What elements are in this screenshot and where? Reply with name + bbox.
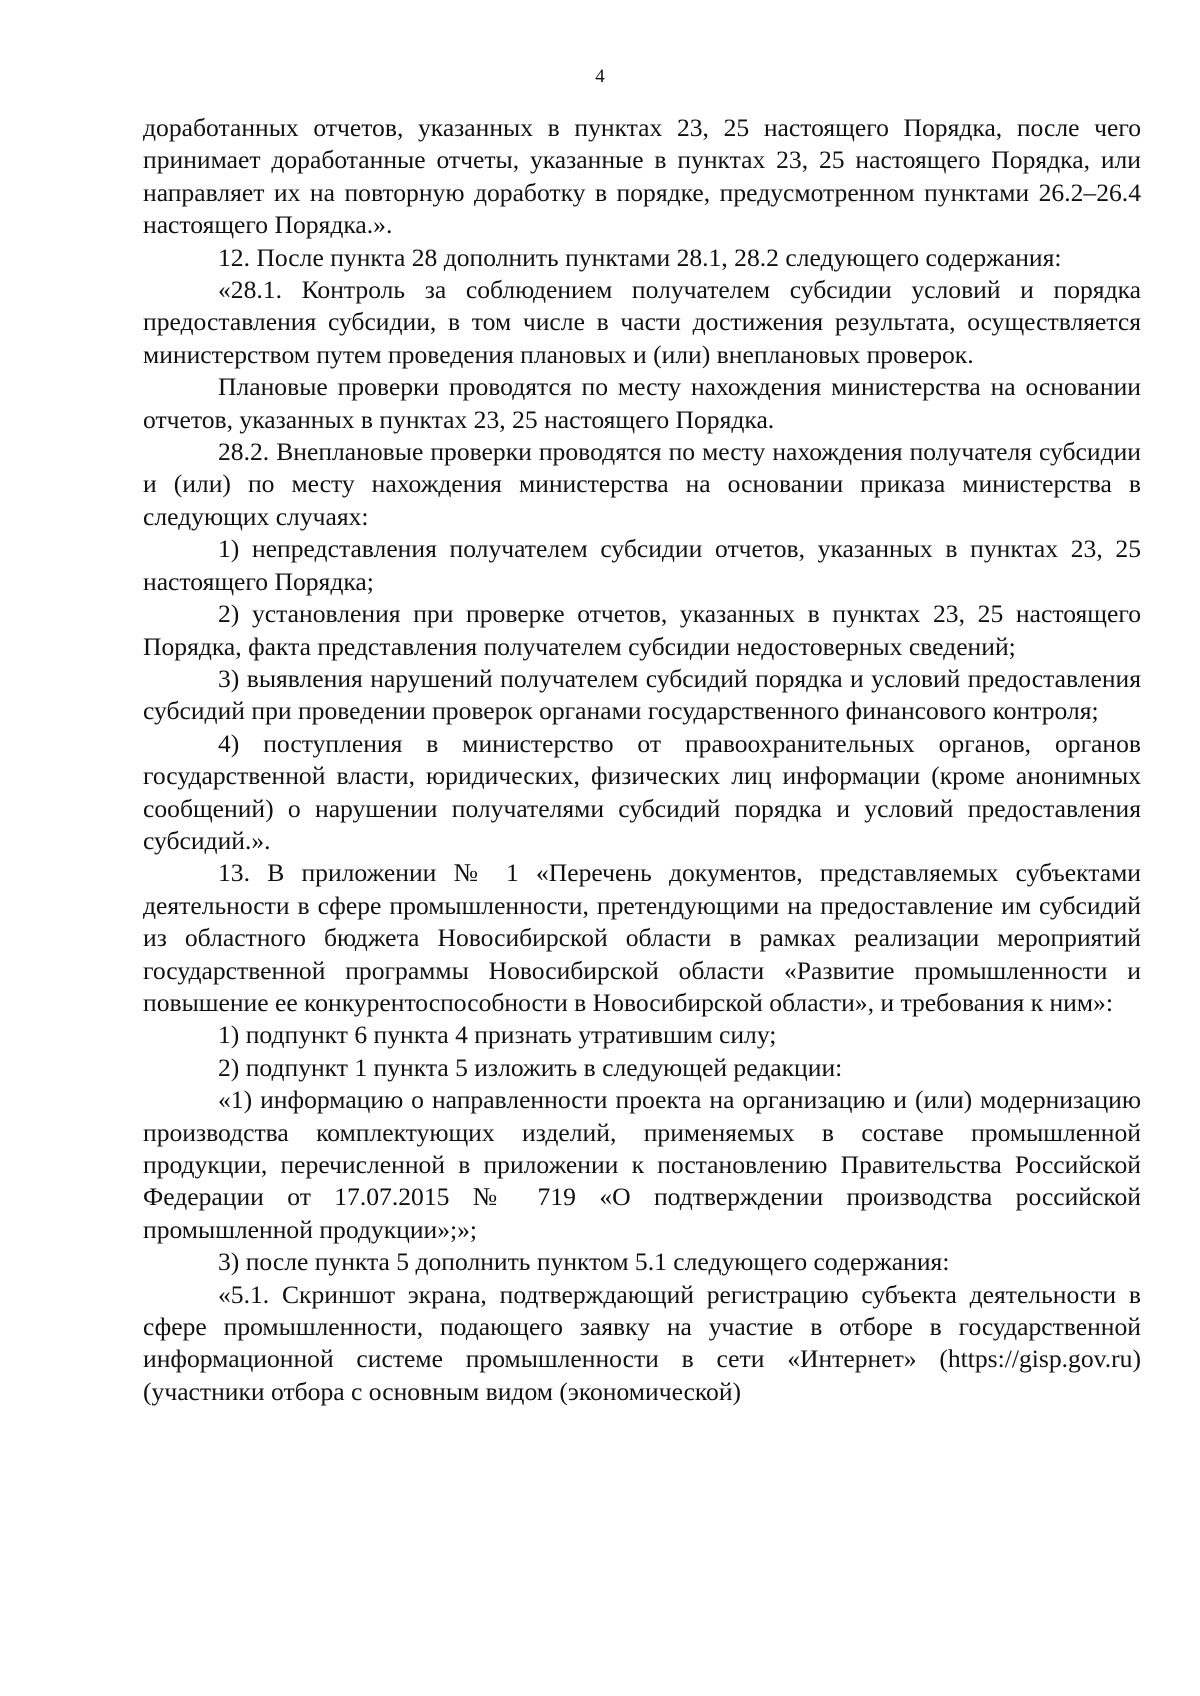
list-item-2: 2) установления при проверке отчетов, указанных в пунктах 23, 25 настоящего Порядка, факта представления получателем субсидии недостоверных сведений; bbox=[143, 599, 1141, 661]
paragraph-5-1: «5.1. Скриншот экрана, подтверждающий регистрацию субъекта деятельности в сфере промышленности, подающего заявку на участие в отборе в государственной информационной системе промышленности в сети «Интернет» (https://gisp.gov.ru) (участники отбора с основным видом (экономической) bbox=[143, 1279, 1141, 1406]
paragraph-28-2: 28.2. Внеплановые проверки проводятся по месту нахождения получателя субсидии и (или) по месту нахождения министерства на основании приказа министерства в следующих случаях: bbox=[143, 437, 1141, 531]
paragraph-item-13: 13. В приложении № 1 «Перечень документов, представляемых субъектами деятельности в сфере промышленности, претендующими на предоставление им субсидий из областного бюджета Новосибирской области в рамках реализации мероприятий государственной программы Новосибирской области «Развитие промышленности и повышение ее конкурентоспособности в Новосибирской области», и требования к ним»: bbox=[143, 858, 1141, 1017]
page-number: 4 bbox=[595, 66, 605, 87]
paragraph-continuation: доработанных отчетов, указанных в пунктах 23, 25 настоящего Порядка, после чего принимает доработанные отчеты, указанные в пунктах 23, 25 настоящего Порядка, или направляет их на повторную доработку в порядке, предусмотренном пунктами 26.2–26.4 настоящего Порядка.». bbox=[143, 113, 1141, 240]
subitem-3: 3) после пункта 5 дополнить пунктом 5.1 следующего содержания: bbox=[218, 1247, 950, 1277]
paragraph-item-12: 12. После пункта 28 дополнить пунктами 28.1, 28.2 следующего содержания: bbox=[218, 242, 1062, 272]
list-item-4: 4) поступления в министерство от правоохранительных органов, органов государственной власти, юридических, физических лиц информации (кроме анонимных сообщений) о нарушении получателями субсидий порядка и условий предоставления субсидий.». bbox=[143, 728, 1141, 855]
subitem-1: 1) подпункт 6 пункта 4 признать утратившим силу; bbox=[218, 1020, 777, 1050]
list-item-1: 1) непредставления получателем субсидии отчетов, указанных в пунктах 23, 25 настоящего Порядка; bbox=[143, 534, 1141, 596]
quoted-subitem-1: «1) информацию о направленности проекта на организацию и (или) модернизацию производства комплектующих изделий, применяемых в составе промышленной продукции, перечисленной в приложении к постановлению Правительства Российской Федерации от 17.07.2015 № 719 «О подтверждении производства российской промышленной продукции»;»; bbox=[143, 1085, 1141, 1244]
paragraph-28-1: «28.1. Контроль за соблюдением получателем субсидии условий и порядка предоставления субсидии, в том числе в части достижения результата, осуществляется министерством путем проведения плановых и (или) внеплановых проверок. bbox=[143, 275, 1141, 369]
list-item-3: 3) выявления нарушений получателем субсидий порядка и условий предоставления субсидий при проведении проверок органами государственного финансового контроля; bbox=[143, 663, 1141, 726]
subitem-2: 2) подпункт 1 пункта 5 изложить в следующей редакции: bbox=[218, 1052, 843, 1082]
paragraph-planned-checks: Плановые проверки проводятся по месту нахождения министерства на основании отчетов, указанных в пунктах 23, 25 настоящего Порядка. bbox=[143, 372, 1141, 434]
document-body bbox=[143, 112, 1141, 1408]
